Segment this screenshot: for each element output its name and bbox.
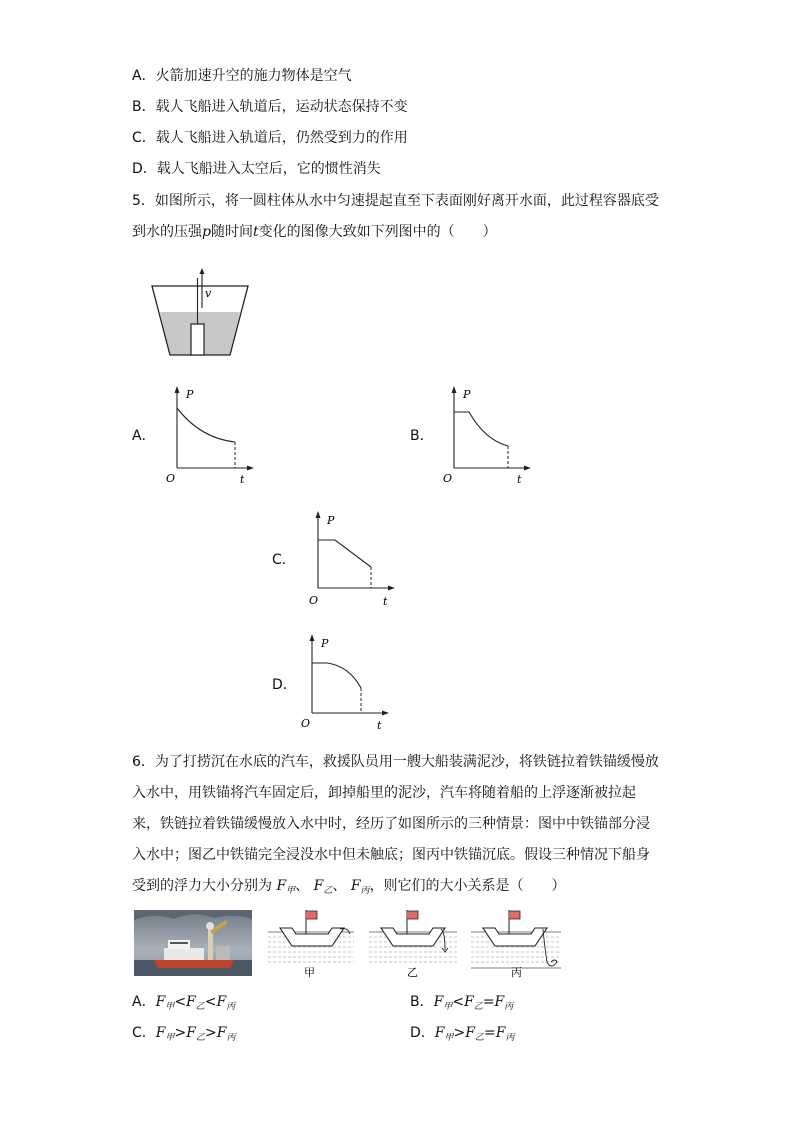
force-subscript: 乙 — [323, 886, 333, 896]
ship-diagram-yi — [369, 910, 459, 982]
graph-a-p-label: P — [186, 388, 194, 401]
force-subscript: 甲 — [165, 1002, 175, 1012]
ship-hull — [280, 928, 344, 946]
flag — [407, 911, 418, 919]
option-label: D． — [410, 1025, 435, 1041]
force-symbol: F — [350, 878, 361, 894]
graph-c-x-arrow — [388, 586, 395, 591]
graph-c-label: C． — [272, 552, 296, 568]
relation-operator: = — [482, 994, 495, 1010]
graph-a — [166, 386, 258, 486]
ship-hull — [381, 928, 445, 946]
q5-stem-text: 到水的压强 — [132, 224, 202, 240]
force-symbol: F — [216, 994, 227, 1010]
q6-stem-line4: 入水中；图乙中铁锚完全浸没水中但未触底；图丙中铁锚沉底。假设三种情况下船身 — [132, 847, 650, 863]
graph-c — [307, 511, 399, 611]
relation-operator: > — [453, 1025, 466, 1041]
force-subscript: 乙 — [195, 1033, 205, 1043]
relation-operator: = — [483, 1025, 496, 1041]
q6-stem-line3: 来，铁链拉着铁锚缓慢放入水中时，经历了如图所示的三种情景：图中中铁锚部分浸 — [132, 816, 650, 832]
graph-a-origin: O — [166, 472, 176, 485]
force-symbol: F — [216, 1025, 227, 1041]
q6-option-d — [410, 1023, 514, 1048]
q6-option-b — [410, 992, 513, 1017]
graph-b — [443, 386, 535, 486]
pressure-symbol: p — [202, 224, 211, 240]
graph-b-t-label: t — [517, 473, 522, 486]
force-symbol: F — [465, 1025, 475, 1041]
velocity-label: v — [205, 287, 212, 300]
force-symbol: F — [494, 994, 505, 1010]
ship-label-yi: 乙 — [407, 966, 418, 979]
force-symbol: F — [186, 994, 196, 1010]
q5-stem-text: 变化的图像大致如下列图中的（ ） — [258, 224, 497, 240]
force-subscript: 丙 — [226, 1033, 236, 1043]
ship-diagram-jia — [268, 910, 356, 982]
graph-b-curve — [454, 412, 508, 446]
force-subscript: 乙 — [473, 1002, 483, 1012]
q4-option-c: C．载人飞船进入轨道后，仍然受到力的作用 — [132, 130, 408, 146]
force-subscript: 甲 — [286, 886, 296, 896]
q6-option-c — [132, 1023, 235, 1048]
time-symbol: t — [252, 224, 259, 240]
q4-option-d: D．载人飞船进入太空后，它的惯性消失 — [132, 161, 381, 177]
relation-operator: < — [174, 994, 187, 1010]
force-subscript: 丙 — [360, 886, 370, 896]
salvage-ship-photo — [134, 910, 252, 976]
graph-d-origin: O — [301, 717, 311, 730]
force-symbol: F — [464, 994, 474, 1010]
ship-label-jia: 甲 — [304, 966, 315, 979]
graph-b-p-label: P — [463, 388, 471, 401]
force-subscript: 丙 — [504, 1002, 514, 1012]
q6-stem-text: ，则它们的大小关系是（ ） — [369, 878, 566, 894]
q6-stem-line2: 入水中，用铁锚将汽车固定后，卸掉船里的泥沙，汽车将随着船的上浮逐渐被拉起 — [132, 785, 636, 801]
graph-c-p-label: P — [327, 514, 335, 527]
force-subscript: 甲 — [444, 1033, 454, 1043]
force-symbol: F — [155, 994, 166, 1010]
q6-option-a — [132, 992, 235, 1017]
force-symbol: F — [495, 1025, 506, 1041]
graph-d-t-label: t — [377, 719, 382, 732]
q5-stem-text: 随时间 — [210, 224, 253, 240]
force-symbol: F — [186, 1025, 196, 1041]
flag — [509, 911, 520, 919]
anchor-chain — [543, 929, 557, 966]
q4-option-a: A．火箭加速升空的施力物体是空气 — [132, 68, 352, 84]
q6-stem-line1: 6．为了打捞沉在水底的汽车，救援队员用一艘大船装满泥沙，将铁链拉着铁锚缓慢放 — [132, 754, 659, 770]
q5-stem-line1: 5．如图所示，将一圆柱体从水中匀速提起直至下表面刚好离开水面，此过程容器底受 — [132, 193, 659, 209]
q4-option-b: B．载人飞船进入轨道后，运动状态保持不变 — [132, 99, 408, 115]
ship-label-bing: 丙 — [511, 966, 522, 979]
graph-b-origin: O — [443, 472, 453, 485]
graph-d-x-arrow — [382, 711, 389, 716]
force-symbol: F — [434, 1025, 445, 1041]
ship-hull — [483, 928, 547, 946]
relation-operator: > — [204, 1025, 217, 1041]
force-subscript: 乙 — [195, 1002, 205, 1012]
graph-c-t-label: t — [383, 595, 388, 608]
relation-operator: > — [174, 1025, 187, 1041]
graph-b-y-arrow — [452, 386, 457, 393]
force-symbol: F — [313, 878, 324, 894]
force-subscript: 甲 — [443, 1002, 453, 1012]
force-symbol: F — [433, 994, 444, 1010]
graph-a-curve — [177, 408, 235, 442]
graph-b-x-arrow — [524, 466, 531, 471]
flag — [306, 911, 317, 919]
graph-d-p-label: P — [321, 637, 329, 650]
graph-d-curve — [312, 663, 361, 688]
option-label: C． — [132, 1025, 156, 1041]
graph-a-y-arrow — [175, 386, 180, 393]
force-subscript: 丙 — [505, 1033, 515, 1043]
force-symbol: F — [276, 878, 287, 894]
q6-stem-text: 受到的浮力大小分别为 — [132, 878, 272, 894]
graph-d-y-arrow — [310, 634, 315, 641]
velocity-arrow-head — [200, 268, 205, 274]
relation-operator: < — [204, 994, 217, 1010]
graph-a-t-label: t — [240, 473, 245, 486]
graph-d-label: D． — [272, 677, 297, 693]
container-figure — [150, 268, 250, 363]
cylinder — [191, 324, 204, 355]
q5-stem-line2 — [132, 222, 497, 242]
graph-b-label: B． — [410, 428, 434, 444]
graph-c-origin: O — [309, 594, 319, 607]
graph-c-curve — [318, 540, 371, 567]
graph-c-y-arrow — [316, 511, 321, 518]
separator: 、 — [332, 878, 347, 894]
graph-d — [301, 634, 393, 734]
force-symbol: F — [155, 1025, 166, 1041]
graph-a-label: A． — [132, 428, 156, 444]
relation-operator: < — [452, 994, 465, 1010]
force-subscript: 甲 — [165, 1033, 175, 1043]
q6-stem-line5 — [132, 876, 566, 901]
force-subscript: 丙 — [226, 1002, 236, 1012]
force-subscript: 乙 — [474, 1033, 484, 1043]
ship-diagram-bing — [471, 910, 563, 982]
option-label: B． — [410, 994, 434, 1010]
option-label: A． — [132, 994, 156, 1010]
graph-a-x-arrow — [247, 466, 254, 471]
separator: 、 — [295, 878, 310, 894]
